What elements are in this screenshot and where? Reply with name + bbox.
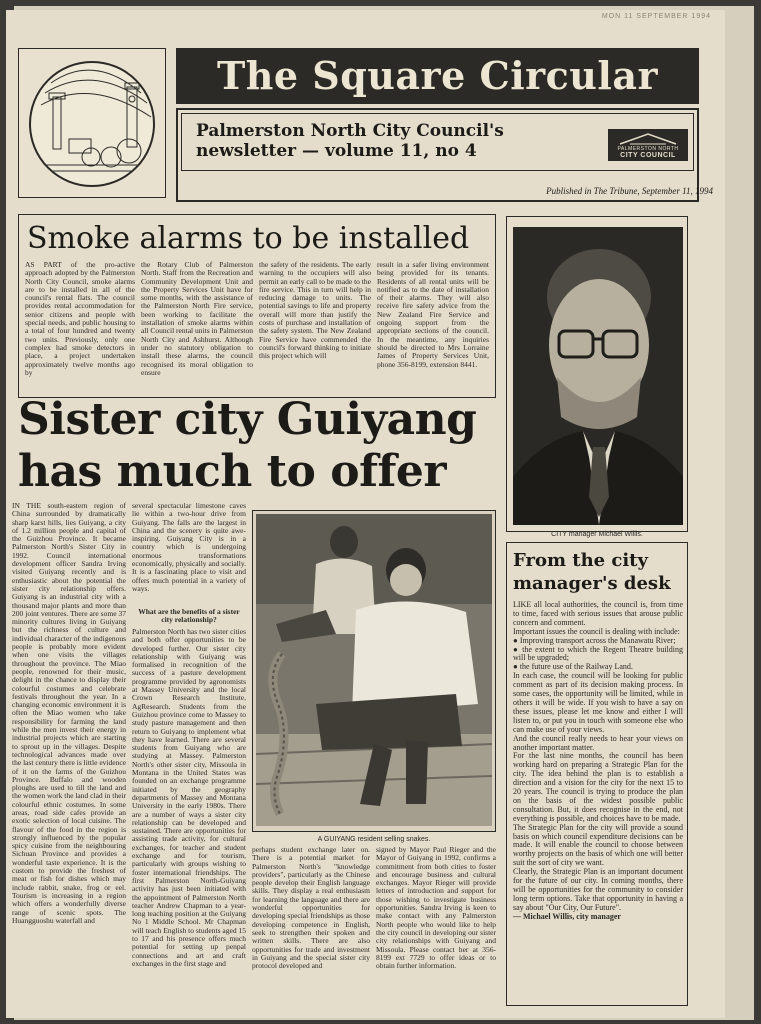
masthead-banner (176, 48, 699, 104)
city-manager-portrait-frame (506, 216, 688, 532)
sister-column-1: IN THE south-eastern region of China surrounded by dramatically sharp karst hills, lies Guiyang, a city of 1.2 million people and capital of the Guizhou Province. It became Palmerston North's Sister City in 1992. Council international development officer Sandra Irving visited Guiyang recently and is enthusiastic about the potential the sister city relationship offers. Guiyang is an industrial city with a thousand major plants and more than 200 joint ventures. There are some 37 minority cultures living in Guiyang but the richness of culture and individual character of the indigenous people is probably more evident when one visits the villages throughout the province. The Miao people, renowned for their music, delight in the chance to display their colourful costumes and celebrate festivals throughout the year. In a changing economic environment it is often the Miao women who take responsibility for farming the land while the men invest their energy in industrial projects which are starting to sprout up in the villages. Despite technological advances made over the last century there is little evidence of it on the farms of the Guizhou Province. Buffalo and wooden ploughs are used to till the land and the women work the land clad in their colourful ethnic costumes. In some areas, road side cafes provide an exotic selection of local cuisine. The flavour of the food in the region is strongly influenced by the popular spicy cuisine from the neighbouring Sichuan Province and provides a wonderful taste experience. It is the custom to provide the freshest of meat or fish for dishes which may include rabbit, snake, frog or eel. Tourism is increasing in a region which offers a wonderfully diverse range of scenic spots. The Huangguoshu waterfall and (12, 502, 126, 925)
desk-headline: From the city manager's desk (513, 550, 671, 594)
portrait-caption: CITY manager Michael Willis. (551, 531, 643, 538)
desk-signoff: — Michael Willis, city manager (513, 911, 621, 921)
subtitle-line-1: Palmerston North City Council's (196, 121, 504, 141)
desk-paragraph: The Strategic Plan for the city will provide a sound basis on which council expenditure decisions can be made. It will enable the council to choose between worthy projects on the basis of which one will better suit the sort of city we want. (513, 822, 683, 868)
sister-subhead: What are the benefits of a sister city relationship? (138, 608, 240, 625)
council-logo (608, 129, 688, 161)
desk-paragraph: For the last nine months, the council has been working hard on preparing a Strategic Plan for the city. The idea behind the plan is to establish a direction and a vision for the city for the next 15 to 20 years. The council is trying to produce the plan on the basis of the widest possible public consultation. But, it does recognise in the end, not everything is possible, and choices have to be made. (513, 751, 683, 823)
desk-paragraph: In each case, the council will be looking for public comment as part of its decision making process. In some cases, the opportunity will be limited, while in others it will be wide. If you wish to have a say on these issues, please let me know and either I will listen to, or put you in touch with someone else who can make use of your views. (513, 671, 683, 734)
smoke-column-2: the Rotary Club of Palmerston North. Staff from the Recreation and Community Development Unit and the Property Services Unit have for some months, with the assistance of the Palmerston North Fire service, been working to facilitate the installation of smoke alarms within all Council rental units in Palmerston North City and Ashhurst. Although under no statutory obligation to install these alarms, the council recognised its moral obligation to ensure (141, 261, 253, 377)
page-dateline: MON 11 SEPTEMBER 1994 (601, 13, 711, 20)
desk-body (513, 601, 683, 1003)
desk-paragraph: And the council really needs to hear your views on another important matter. (513, 733, 683, 752)
desk-bullet: ● the extent to which the Regent Theatre building will be upgraded; (513, 644, 683, 663)
desk-bullet: ● the future use of the Railway Land. (513, 662, 633, 672)
square-logo-icon (29, 61, 155, 187)
published-note: Published in The Tribune, September 11, 1994 (546, 186, 713, 196)
sister-column-4: signed by Mayor Paul Rieger and the Mayor of Guiyang in 1992, confirms a commitment from both cities to foster and encourage business and cultural exchanges. Mayor Rieger will provide letters of introduction and support for those wishing to investigate business opportunities. Sandra Irving is keen to make contact with any Palmerston North people who would like to help the city council in developing our sister city relationships with Guiyang and Missoula. Please contact her at 356-8199 ext 7729 to offer ideas or to obtain further information. (376, 846, 496, 971)
subtitle-line-2: newsletter — volume 11, no 4 (196, 141, 477, 161)
snake-seller-photo-frame (252, 510, 496, 832)
sister-column-2b: Palmerston North has two sister cities and both offer opportunities to be developed further. Our sister city relationship with Guiyang was formalised in recognition of the success of a pasture development programme provided by agronomists at Massey University and the local Crown Research Institute, AgResearch. Students from the Guizhou province come to Massey to study pasture management and then return to Guiyang to implement what they have learned. There are several students from Guiyang who are studying at Massey. Palmerston North's other sister city, Missoula in Montana in the United States was founded on an exchange programme initiated by the geography departments of Massey and Montana University in the early 1980s. There are a number of ways a sister city relationship can be developed and sustained. There are opportunities for assisting trade activity, for cultural exchanges, for teacher and student exchange and for tourism, particularly with groups wishing to foster international friendships. The first Palmerston North-Guiyang activity has just been initiated with the appointment of Palmerston North teacher Andrew Chapman to a year-long teaching position at the Guiyang No 1 Middle School. Mr Chapman will teach English to students aged 15 to 17 and his presence offers much potential for setting up penpal connections and art and craft exchanges in the first stage and (132, 628, 246, 968)
smoke-column-4: result in a safer living environment being provided for its tenants. Residents of all rental units will be notified as to the date of installation of their alarms. They will also receive fire safety advice from the New Zealand Fire Service and ongoing support from the appropriate sections of the council. In the meantime, any inquiries should be directed to Mrs Lorraine James of Property Services Unit, phone 356-8199, extension 8441. (377, 261, 489, 369)
city-manager-desk-article (506, 542, 688, 1006)
desk-paragraph: LIKE all local authorities, the council is, from time to time, faced with serious issues that arouse public concern and comment. (513, 601, 683, 627)
desk-paragraph: Important issues the council is dealing with include: (513, 626, 680, 636)
square-logo-box (18, 48, 166, 198)
snake-photo-caption: A GUIYANG resident selling snakes. (317, 836, 431, 843)
council-emblem-icon (616, 132, 680, 146)
subtitle-inner-box (181, 113, 694, 171)
sister-city-headline (18, 394, 498, 498)
smoke-alarms-headline: Smoke alarms to be installed (27, 221, 470, 256)
desk-bullet: ● Improving transport across the Manawatu River; (513, 635, 676, 645)
sister-headline-line-1: Sister city Guiyang (18, 394, 477, 445)
council-logo-line-1: PALMERSTON NORTH (617, 146, 679, 152)
sister-headline-line-2: has much to offer (18, 446, 447, 497)
city-manager-portrait (513, 227, 683, 525)
newsletter-page (6, 10, 725, 1018)
sister-column-2a: several spectacular limestone caves lie within a two-hour drive from Guiyang. The falls are the largest in China and the scenery is quite awe-inspiring. Guiyang City is in a country which is undergoing enormous transformations economically, physically and socially. It is a fascinating place to visit and offers much potential in a variety of ways. (132, 502, 246, 593)
smoke-alarms-article (18, 214, 496, 398)
council-logo-line-2: CITY COUNCIL (620, 152, 676, 159)
snake-seller-photo (256, 514, 492, 826)
newsletter-subtitle (196, 121, 536, 161)
smoke-column-1: AS PART of the pro-active approach adopted by the Palmerston North City Council, smoke alarms are to be installed in all of the council's rental flats. The council provides rental accommodation for senior citizens and people with special needs, and public housing to a total of four hundred and twenty two units. Previously, only one complex had smoke detectors in place, a project undertaken approximately twelve months ago by (25, 261, 135, 377)
sister-column-3: perhaps student exchange later on. There is a potential market for Palmerston North's "knowledge providers", particularly as the Chinese people develop their English language skills. They display a real enthusiasm for learning the language and there are wonderful opportunities for developing special friendships as those developing competence in English, seek to strengthen their spoken and written skills. There are also opportunities for trade and investment in Guiyang and the special sister city protocol developed and (252, 846, 370, 971)
masthead-title: The Square Circular (216, 53, 659, 98)
smoke-column-3: the safety of the residents. The early warning to the occupiers will also permit an early call to be made to the fire service. This in turn will help in reducing damage to units. The potential savings to life and property overall will more than justify the costs of purchase and installation of the safety system. The New Zealand Fire Service have commended the council's forward thinking to initiate this project which will (259, 261, 371, 361)
desk-paragraph: Clearly, the Strategic Plan is an important document for the future of our city. In coming months, there will be opportunities for the community to consider long term options. Take that opportunity in having a say about "Our City, Our Future". (513, 867, 683, 912)
